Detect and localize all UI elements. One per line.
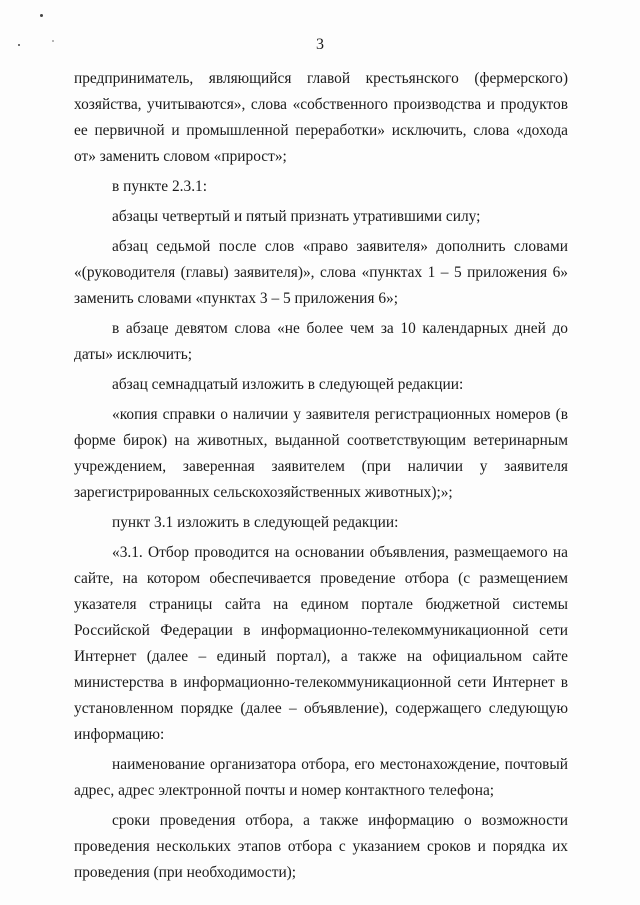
paragraph: наименование организатора отбора, его местонахождение, почтовый адрес, адрес электронной почты и номер контактного телефона; <box>74 756 568 799</box>
paragraph: в абзаце девятом слова «не более чем за 10 календарных дней до даты» исключить; <box>74 320 568 363</box>
page-number: 3 <box>316 36 324 53</box>
paragraph: в пункте 2.3.1: <box>112 178 208 195</box>
document-body <box>74 66 568 886</box>
paragraph: «копия справки о наличии у заявителя регистрационных номеров (в форме бирок) на животных, выданной соответствующим ветеринарным учреждением, заверенная заявителем (при наличии у заявителя зарегистрированных сельскохозяйственных животных);»; <box>74 406 568 501</box>
paragraph: предприниматель, являющийся главой крестьянского (фермерского) хозяйства, учитываются», слова «собственного производства и продуктов ее первичной и промышленной переработки» исключить, слова «дохода от» заменить словом «прирост»; <box>74 70 568 165</box>
paragraph: абзацы четвертый и пятый признать утратившими силу; <box>112 208 481 225</box>
paragraph: абзац седьмой после слов «право заявителя» дополнить словами «(руководителя (главы) заявителя)», слова «пунктах 1 – 5 приложения 6» заменить словами «пунктах 3 – 5 приложения 6»; <box>74 238 568 307</box>
paragraph: пункт 3.1 изложить в следующей редакции: <box>112 514 399 531</box>
scan-speck <box>40 14 43 17</box>
paragraph: абзац семнадцатый изложить в следующей редакции: <box>112 376 464 393</box>
paragraph: сроки проведения отбора, а также информацию о возможности проведения нескольких этапов отбора с указанием сроков и порядка их проведения (при необходимости); <box>74 812 568 881</box>
paragraph: «3.1. Отбор проводится на основании объявления, размещаемого на сайте, на котором обеспечивается проведение отбора (с размещением указателя страницы сайта на едином портале бюджетной системы Российской Федерации в информационно-телекоммуникационной сети Интернет (далее – единый портал), а также на официальном сайте министерства в информационно-телекоммуникационной сети Интернет в установленном порядке (далее – объявление), содержащего следующую информацию: <box>74 544 568 743</box>
